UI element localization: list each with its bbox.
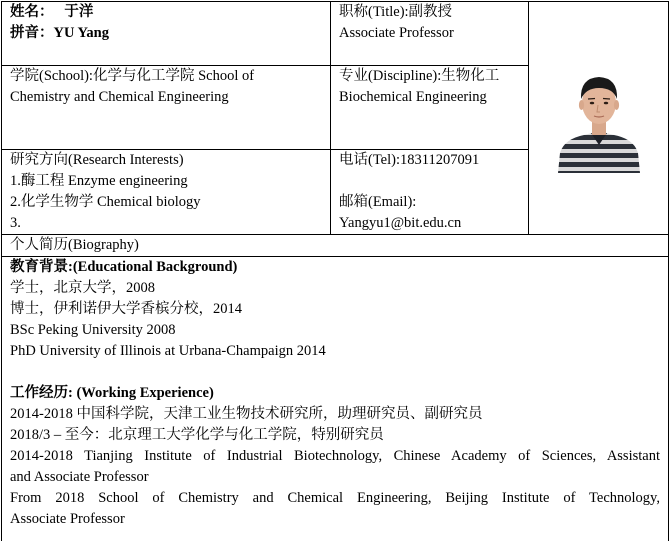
discipline-cell bbox=[331, 66, 529, 150]
section-spacer bbox=[10, 362, 660, 383]
work-item-en-2a: From 2018 School of Chemistry and Chemical Engineering, Beijing Institute of Technology, bbox=[10, 490, 660, 506]
photo-cell bbox=[529, 2, 669, 235]
contact-spacer bbox=[339, 171, 528, 192]
tel-value: 电话(Tel):18311207091 bbox=[339, 152, 480, 168]
work-item-cn: 2018/3 – 至今：北京理工大学化学与化工学院，特别研究员 bbox=[10, 427, 384, 443]
pinyin-label: 拼音： bbox=[10, 25, 54, 41]
name-cell bbox=[2, 2, 331, 66]
education-item: 学士，北京大学，2008 bbox=[10, 280, 155, 296]
cv-table bbox=[1, 1, 669, 541]
research-cell bbox=[2, 150, 331, 235]
pinyin-value: YU Yang bbox=[53, 25, 109, 41]
name-line bbox=[10, 2, 330, 23]
name-label: 姓名： bbox=[10, 4, 54, 20]
work-item-cn: 2014-2018 中国科学院，天津工业生物技术研究所，助理研究员、副研究员 bbox=[10, 406, 483, 422]
contact-cell bbox=[331, 150, 529, 235]
title-en: Associate Professor bbox=[339, 25, 454, 41]
title-cell bbox=[331, 2, 529, 66]
work-header: 工作经历: (Working Experience) bbox=[10, 385, 214, 401]
research-item: 2.化学生物学 Chemical biology bbox=[10, 194, 201, 210]
pinyin-line bbox=[10, 23, 330, 44]
research-header: 研究方向(Research Interests) bbox=[10, 152, 184, 168]
biography-header-cell bbox=[2, 235, 669, 257]
work-item-en-1a: 2014-2018 Tianjing Institute of Industrial Biotechnology, Chinese Academy of Sciences, Assistant bbox=[10, 448, 660, 464]
education-header: 教育背景:(Educational Background) bbox=[10, 259, 238, 275]
research-item: 3. bbox=[10, 215, 21, 231]
work-item-en-2b: Associate Professor bbox=[10, 511, 125, 527]
discipline-en: Biochemical Engineering bbox=[339, 89, 487, 105]
education-item: PhD University of Illinois at Urbana-Champaign 2014 bbox=[10, 343, 326, 359]
work-item-en-1b: and Associate Professor bbox=[10, 469, 149, 485]
biography-cell bbox=[2, 257, 669, 541]
research-item: 1.酶工程 Enzyme engineering bbox=[10, 173, 188, 189]
education-item: 博士，伊利诺伊大学香槟分校，2014 bbox=[10, 301, 242, 317]
email-label: 邮箱(Email): bbox=[339, 194, 417, 210]
name-value: 于洋 bbox=[64, 4, 94, 20]
email-value[interactable]: Yangyu1@bit.edu.cn bbox=[339, 215, 462, 231]
school-value: 学院(School):化学与化工学院 School of bbox=[10, 68, 255, 84]
title-value: 职称(Title):副教授 bbox=[339, 4, 453, 20]
school-cell bbox=[2, 66, 331, 150]
person-portrait-icon bbox=[554, 63, 644, 173]
education-item: BSc Peking University 2008 bbox=[10, 322, 176, 338]
discipline-value: 专业(Discipline):生物化工 bbox=[339, 68, 500, 84]
school-cont: Chemistry and Chemical Engineering bbox=[10, 89, 229, 105]
biography-header: 个人简历(Biography) bbox=[10, 237, 139, 253]
